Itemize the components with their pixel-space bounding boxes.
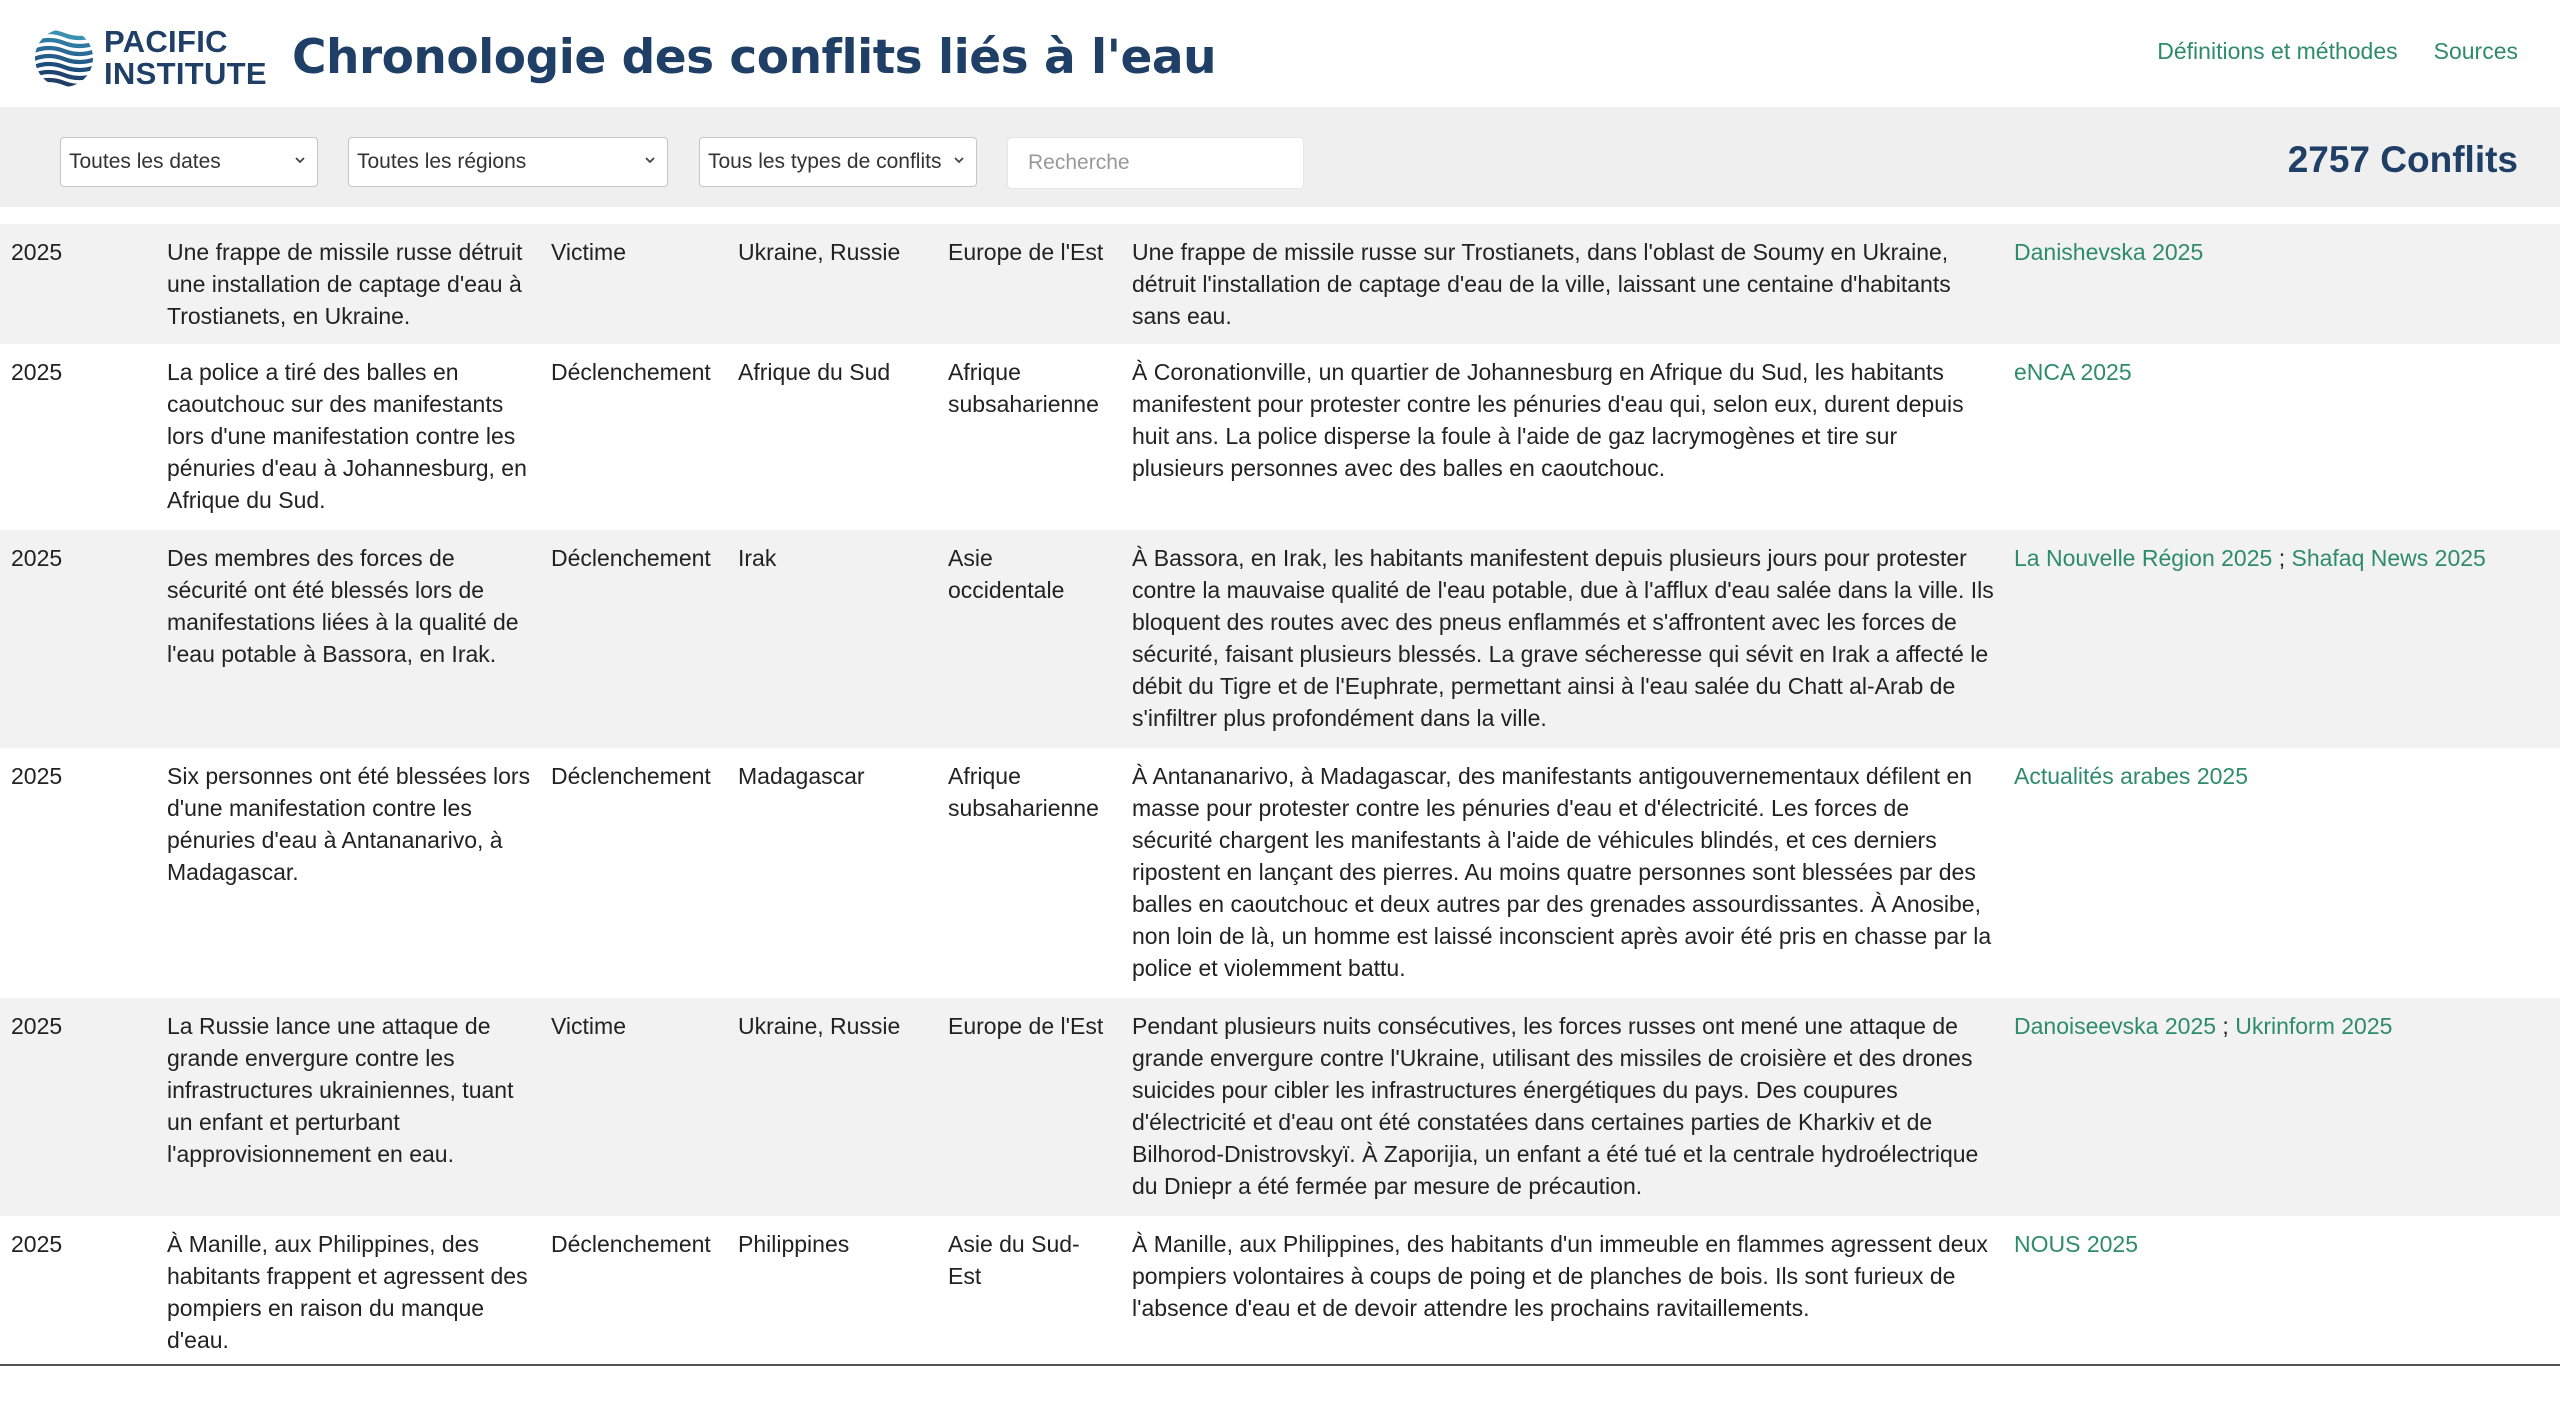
row-description: Pendant plusieurs nuits consécutives, les forces russes ont mené une attaque de grande envergure contre l'Ukraine, utilisant des missiles de croisière et des drones suicides pour cibler les infrastructures énergétiques du pays. Des coupures d'électricité et d'eau ont été constatées dans certaines parties de Kharkiv et de Bilhorod-Dnistrovskyï. À Zaporijia, un enfant a été tué et la centrale hydroélectrique du Dniepr a été fermée par mesure de précaution. (1132, 1013, 1979, 1199)
row-region: Afrique subsaharienne (948, 359, 1099, 417)
logo-line-1: PACIFIC (104, 24, 228, 59)
row-description: À Bassora, en Irak, les habitants manifestent depuis plusieurs jours pour protester contre la mauvaise qualité de l'eau potable, due à l'afflux d'eau salée dans la ville. Ils bloquent des routes avec des pneus enflammés et s'affrontent avec les forces de sécurité, faisant plusieurs blessés. La grave sécheresse qui sévit en Irak a affecté le débit du Tigre et de l'Euphrate, permettant ainsi à l'eau salée du Chatt al-Arab de s'infiltrer plus profondément dans la ville. (1132, 545, 1994, 731)
pacific-institute-logo[interactable] (34, 26, 267, 90)
row-date: 2025 (11, 1013, 63, 1039)
row-date: 2025 (11, 545, 63, 571)
source-link[interactable]: Ukrinform 2025 (2235, 1013, 2393, 1039)
conflict-count: 2757 Conflits (2287, 139, 2518, 180)
row-title: La Russie lance une attaque de grande envergure contre les infrastructures ukrainiennes, tuant un enfant et perturbant l'approvisionnement en eau. (167, 1013, 514, 1167)
date-filter-select[interactable] (60, 137, 318, 187)
row-region: Asie du Sud-Est (948, 1231, 1080, 1289)
top-nav (2157, 38, 2518, 65)
page-title: Chronologie des conflits liés à l'eau (292, 30, 1217, 85)
chevron-down-icon (952, 153, 966, 167)
table-row (0, 530, 2560, 748)
conflict-type-filter-select[interactable] (699, 137, 977, 187)
row-description: À Antananarivo, à Madagascar, des manifestants antigouvernementaux défilent en masse pour protester contre les pénuries d'eau et d'électricité. Les forces de sécurité chargent les manifestants à l'aide de véhicules blindés, et ces derniers ripostent en lançant des pierres. Au moins quatre personnes sont blessées par des balles en caoutchouc et deux autres par des grenades assourdissantes. À Anosibe, non loin de là, un homme est laissé inconscient après avoir été pris en chasse par la police et violemment battu. (1132, 763, 1992, 981)
conflict-table (0, 224, 2560, 1364)
row-type: Déclenchement (551, 359, 711, 385)
source-link[interactable]: Shafaq News 2025 (2291, 545, 2486, 571)
nav-definitions-link[interactable]: Définitions et méthodes (2157, 38, 2398, 64)
row-type: Déclenchement (551, 763, 711, 789)
waves-logo-icon (34, 28, 96, 88)
row-country: Ukraine, Russie (738, 1013, 901, 1039)
row-date: 2025 (11, 1231, 63, 1257)
row-type: Victime (551, 1013, 626, 1039)
row-title: Six personnes ont été blessées lors d'une manifestation contre les pénuries d'eau à Antananarivo, à Madagascar. (167, 763, 531, 885)
source-link[interactable]: La Nouvelle Région 2025 (2014, 545, 2273, 571)
row-sources (2014, 356, 2554, 388)
source-link[interactable]: eNCA 2025 (2014, 359, 2132, 385)
search-input[interactable] (1007, 137, 1304, 189)
row-country: Afrique du Sud (738, 359, 891, 385)
row-region: Afrique subsaharienne (948, 763, 1099, 821)
date-filter-value: Toutes les dates (69, 150, 221, 173)
row-title: La police a tiré des balles en caoutchouc sur des manifestants lors d'une manifestation contre les pénuries d'eau à Johannesburg, en Afrique du Sud. (167, 359, 527, 513)
conflict-type-filter-value: Tous les types de conflits (708, 150, 942, 173)
table-bottom-border (0, 1364, 2560, 1366)
row-title: Des membres des forces de sécurité ont été blessés lors de manifestations liées à la qualité de l'eau potable à Bassora, en Irak. (167, 545, 519, 667)
source-separator: ; (2272, 545, 2292, 571)
nav-sources-link[interactable]: Sources (2433, 38, 2518, 64)
row-type: Déclenchement (551, 1231, 711, 1257)
row-description: À Coronationville, un quartier de Johannesburg en Afrique du Sud, les habitants manifestent pour protester contre les pénuries d'eau qui, selon eux, durent depuis huit ans. La police disperse la foule à l'aide de gaz lacrymogènes et tire sur plusieurs personnes avec des balles en caoutchouc. (1132, 359, 1964, 481)
chevron-down-icon (643, 153, 657, 167)
row-country: Philippines (738, 1231, 850, 1257)
header (0, 0, 2560, 107)
row-sources (2014, 760, 2554, 792)
row-date: 2025 (11, 359, 63, 385)
row-date: 2025 (11, 763, 63, 789)
logo-line-2: INSTITUTE (104, 56, 267, 91)
source-link[interactable]: Danishevska 2025 (2014, 239, 2204, 265)
row-region: Europe de l'Est (948, 239, 1104, 265)
row-title: Une frappe de missile russe détruit une installation de captage d'eau à Trostianets, en Ukraine. (167, 239, 523, 329)
row-sources (2014, 1010, 2554, 1042)
chevron-down-icon (293, 153, 307, 167)
row-region: Asie occidentale (948, 545, 1065, 603)
filter-bar (0, 107, 2560, 207)
source-separator: ; (2216, 1013, 2236, 1039)
table-row (0, 998, 2560, 1216)
row-sources (2014, 236, 2554, 268)
row-country: Ukraine, Russie (738, 239, 901, 265)
table-row (0, 344, 2560, 530)
table-row (0, 748, 2560, 998)
row-date: 2025 (11, 239, 63, 265)
row-region: Europe de l'Est (948, 1013, 1104, 1039)
table-row (0, 1216, 2560, 1364)
region-filter-select[interactable] (348, 137, 668, 187)
logo-wordmark (104, 26, 267, 90)
region-filter-value: Toutes les régions (357, 150, 527, 173)
source-link[interactable]: NOUS 2025 (2014, 1231, 2139, 1257)
source-link[interactable]: Actualités arabes 2025 (2014, 763, 2248, 789)
row-description: À Manille, aux Philippines, des habitants d'un immeuble en flammes agressent deux pompiers volontaires à coups de poing et de planches de bois. Ils sont furieux de l'absence d'eau et de devoir attendre les prochains ravitaillements. (1132, 1231, 1988, 1321)
row-sources (2014, 542, 2554, 574)
table-row (0, 224, 2560, 344)
row-type: Victime (551, 239, 626, 265)
row-description: Une frappe de missile russe sur Trostianets, dans l'oblast de Soumy en Ukraine, détruit l'installation de captage d'eau de la ville, laissant une centaine d'habitants sans eau. (1132, 239, 1951, 329)
row-type: Déclenchement (551, 545, 711, 571)
source-link[interactable]: Danoiseevska 2025 (2014, 1013, 2217, 1039)
row-country: Madagascar (738, 763, 865, 789)
row-sources (2014, 1228, 2554, 1260)
row-country: Irak (738, 545, 777, 571)
row-title: À Manille, aux Philippines, des habitants frappent et agressent des pompiers en raison du manque d'eau. (167, 1231, 528, 1353)
